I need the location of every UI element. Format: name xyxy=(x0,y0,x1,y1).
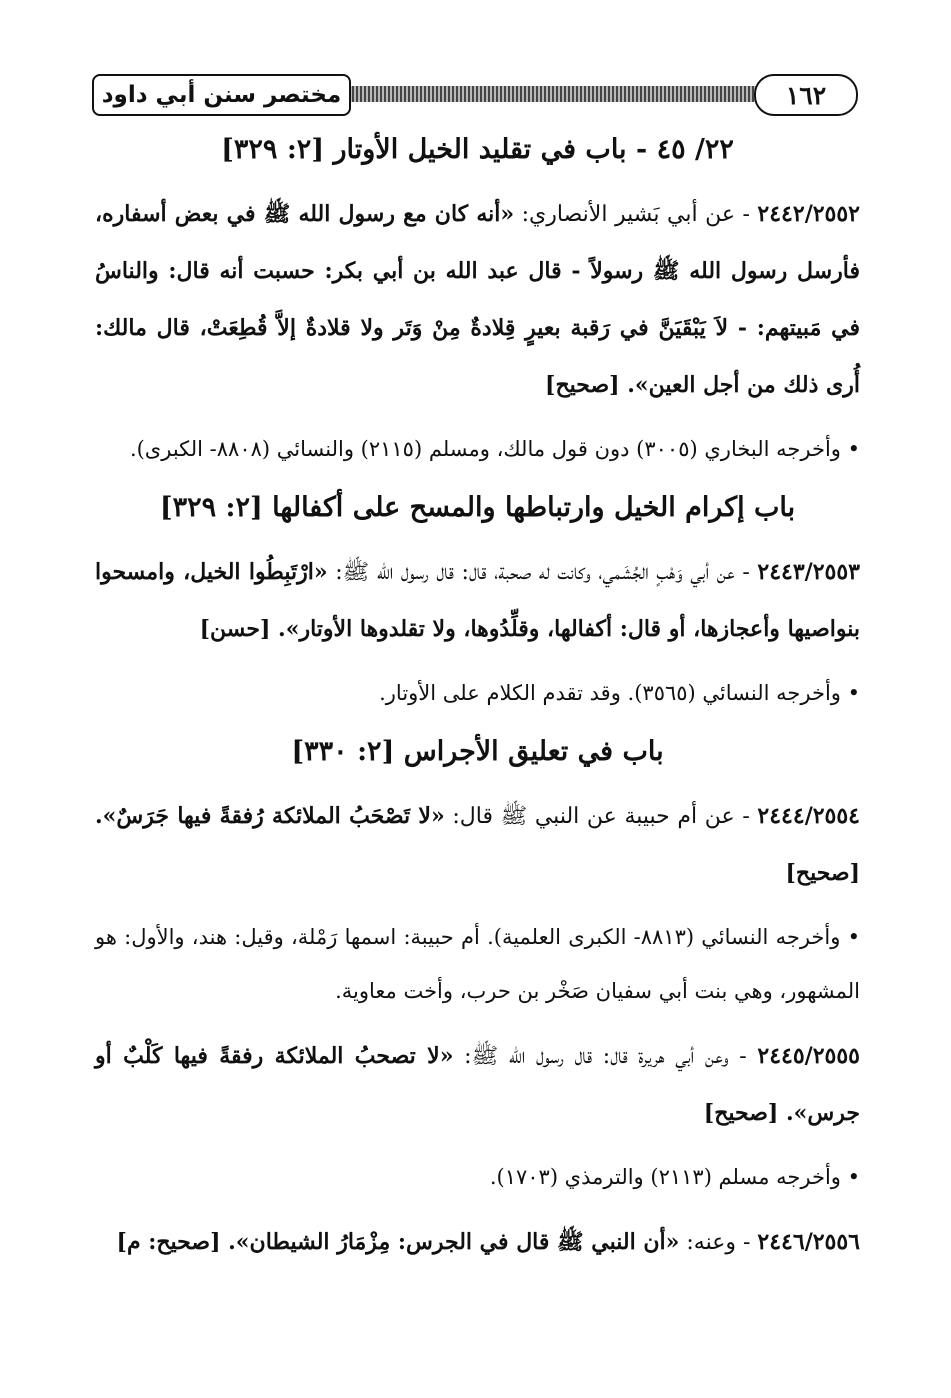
takhrij-note: • وأخرجه النسائي (٣٥٦٥). وقد تقدم الكلام على الأوتار. xyxy=(379,681,860,705)
hadith-text: «لا تَصْحَبُ الملائكة رُفقةً فيها جَرَسٌ» xyxy=(102,803,445,829)
takhrij-note: • وأخرجه البخاري (٣٠٠٥) دون قول مالك، ومسلم (٢١١٥) والنسائي (٨٨٠٨- الكبرى). xyxy=(129,437,860,461)
takhrij-note: • وأخرجه مسلم (٢١١٣) والترمذي (١٧٠٣). xyxy=(489,1165,860,1189)
hadith-grade: . [صحيح] xyxy=(545,372,635,398)
hadith-2555 xyxy=(95,1028,860,1142)
section-heading-1: ٢٢/ ٤٥ - باب في تقليد الخيل الأوتار [٢: ٣٢٩] xyxy=(221,134,734,165)
hadith-number: ٢٤٤٤/٢٥٥٤ xyxy=(757,803,860,829)
hadith-number: ٢٤٤٢/٢٥٥٢ xyxy=(757,201,860,227)
hadith-number: ٢٤٤٦/٢٥٥٦ xyxy=(757,1229,860,1255)
hadith-intro: - وعن أبي هريرة قال: قال رسول الله ﷺ: xyxy=(453,1044,758,1069)
section-heading-3: باب في تعليق الأجراس [٢: ٣٣٠] xyxy=(291,736,664,767)
hadith-2554 xyxy=(95,788,860,902)
hadith-number: ٢٤٤٥/٢٥٥٥ xyxy=(757,1043,860,1069)
hadith-text: «ارْتَبِطُوا الخيل، وامسحوا بنواصيها وأعجازها، أو قال: أكفالها، وقلِّدُوها، ولا تقلدوها الأوتار» xyxy=(95,559,860,642)
page-content xyxy=(95,128,860,1279)
hadith-intro: - وعنه: xyxy=(679,1230,758,1255)
hadith-grade: . [صحيح] xyxy=(703,1100,794,1126)
hadith-intro: - عن أم حبيبة عن النبي ﷺ قال: xyxy=(444,804,758,829)
hadith-2556 xyxy=(95,1214,860,1271)
takhrij-note: • وأخرجه النسائي (٨٨١٣- الكبرى العلمية). أم حبيبة: اسمها رَمْلة، وقيل: هند، والأول: هو المشهور، وهي بنت أبي سفيان صَخْر بن حرب، وأخت معاوية. xyxy=(95,925,860,1003)
hadith-text: «لا تصحبُ الملائكة رفقةً فيها كَلْبٌ أو جرس» xyxy=(95,1043,860,1126)
hadith-grade: . [صحيح: م] xyxy=(116,1229,236,1255)
header-ornament-band xyxy=(332,86,760,102)
page-number: ١٦٢ xyxy=(754,74,858,116)
hadith-grade: . [حسن] xyxy=(199,616,286,642)
hadith-text: «أنه كان مع رسول الله ﷺ في بعض أسفاره، فأرسل رسول الله ﷺ رسولاً - قال عبد الله بن أبي بكر: حسبت أنه قال: والناسُ في مَبيتهم: - لاَ يَبْقَيَنَّ في رَقبة بعيرٍ قِلادةٌ مِنْ وَتَر ولا قلادةٌ إلاَّ قُطِعَتْ، قال مالك: أُرى ذلك من أجل العين» xyxy=(95,201,860,398)
hadith-grade: . [صحيح] xyxy=(95,803,860,886)
section-heading-2: باب إكرام الخيل وارتباطها والمسح على أكفالها [٢: ٣٢٩] xyxy=(159,492,796,523)
hadith-intro: - عن أبي بَشير الأنصاري: xyxy=(514,202,758,227)
hadith-text: «أن النبي ﷺ قال في الجرس: مِزْمَارُ الشيطان» xyxy=(235,1229,680,1255)
hadith-number: ٢٤٤٣/٢٥٥٣ xyxy=(757,559,860,585)
page-header xyxy=(92,72,860,120)
hadith-intro: - عن أبي وَهْبٍ الجُشَمي، وكانت له صحبة، قال: قال رسول الله ﷺ: xyxy=(327,560,758,585)
hadith-2552 xyxy=(95,186,860,414)
book-title: مختصر سنن أبي داود xyxy=(92,74,351,116)
hadith-2553 xyxy=(95,544,860,658)
